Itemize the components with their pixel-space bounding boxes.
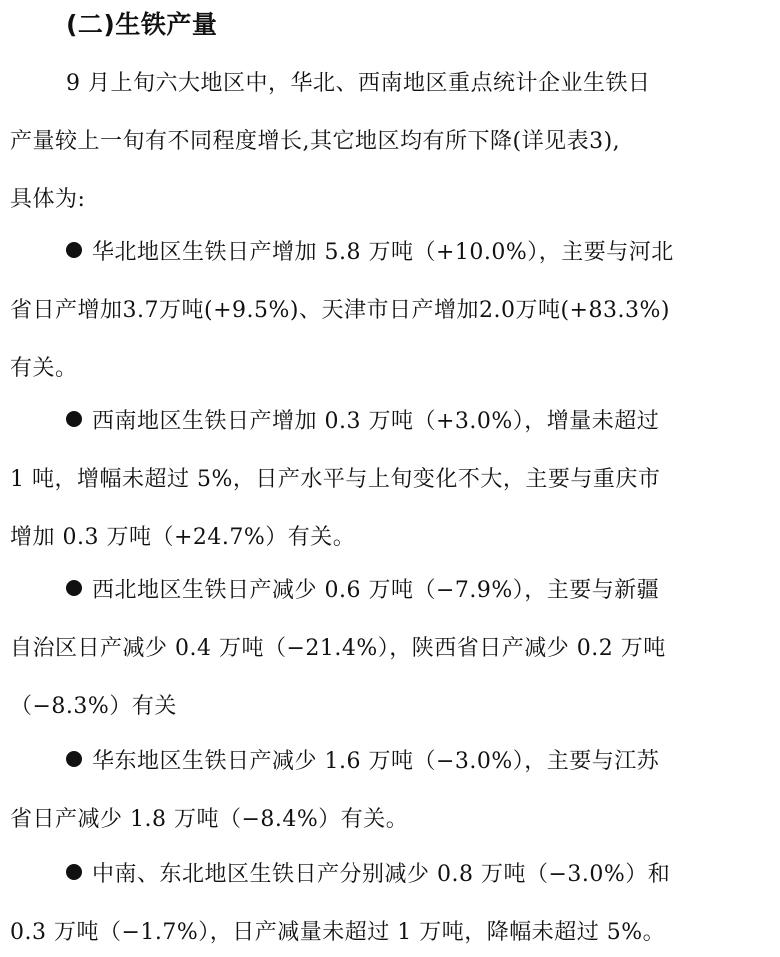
- list-item-huadong-line-2: 省日产减少 1.8 万吨（−8.4%）有关。: [10, 807, 409, 832]
- intro-line-1: 9 月上旬六大地区中，华北、西南地区重点统计企业生铁日: [66, 71, 651, 96]
- list-item-xinan-line-3: 增加 0.3 万吨（+24.7%）有关。: [10, 525, 356, 550]
- list-item-huabei-line-3: 有关。: [10, 356, 78, 381]
- bullet-icon: [66, 751, 82, 767]
- list-item-text: 西南地区生铁日产增加 0.3 万吨（+3.0%），增量未超过: [92, 409, 660, 434]
- list-item-xibei-line-1: [66, 574, 659, 608]
- bullet-icon: [66, 411, 82, 427]
- bullet-icon: [66, 242, 82, 258]
- list-item-zhongnan-line-2: 0.3 万吨（−1.7%），日产减量未超过 1 万吨，降幅未超过 5%。: [10, 920, 666, 945]
- list-item-text: 西北地区生铁日产减少 0.6 万吨（−7.9%），主要与新疆: [92, 578, 660, 603]
- list-item-zhongnan-line-1: [66, 858, 670, 892]
- section-heading: (二)生铁产量: [66, 10, 218, 39]
- list-item-xibei-line-3: （−8.3%）有关: [10, 694, 177, 719]
- list-item-text: 中南、东北地区生铁日产分别减少 0.8 万吨（−3.0%）和: [92, 862, 671, 887]
- bullet-icon: [66, 864, 82, 880]
- list-item-xinan-line-1: [66, 405, 659, 439]
- list-item-huabei-line-1: [66, 236, 674, 270]
- list-item-text: 华北地区生铁日产增加 5.8 万吨（+10.0%），主要与河北: [92, 240, 674, 265]
- list-item-xinan-line-2: 1 吨，增幅未超过 5%，日产水平与上旬变化不大，主要与重庆市: [10, 467, 661, 492]
- list-item-huadong-line-1: [66, 745, 659, 779]
- list-item-xibei-line-2: 自治区日产减少 0.4 万吨（−21.4%），陕西省日产减少 0.2 万吨: [10, 636, 666, 661]
- list-item-huabei-line-2: 省日产增加3.7万吨(+9.5%)、天津市日产增加2.0万吨(+83.3%): [10, 298, 670, 323]
- intro-line-3: 具体为:: [10, 187, 86, 212]
- bullet-icon: [66, 580, 82, 596]
- intro-line-2: 产量较上一旬有不同程度增长,其它地区均有所下降(详见表3),: [10, 129, 621, 154]
- list-item-text: 华东地区生铁日产减少 1.6 万吨（−3.0%），主要与江苏: [92, 749, 660, 774]
